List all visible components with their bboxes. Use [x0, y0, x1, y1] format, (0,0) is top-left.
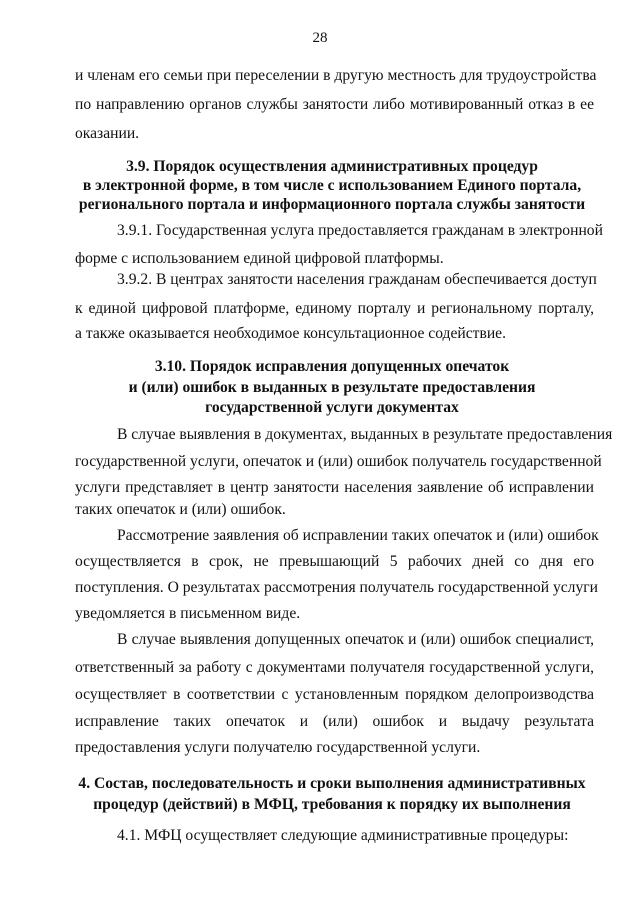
- paragraph-line: уведомляется в письменном виде.: [75, 605, 301, 622]
- paragraph-line: исправление таких опечаток и (или) ошибок и выдачу результата: [75, 713, 594, 730]
- section-heading-3-9: 3.9. Порядок осуществления административных процедур: [126, 158, 538, 175]
- paragraph-line: 3.9.1. Государственная услуга предоставляется гражданам в электронной: [117, 222, 603, 239]
- paragraph-line: а также оказывается необходимое консультационное содействие.: [75, 325, 507, 342]
- paragraph-line: осуществляется в срок, не превышающий 5 рабочих дней со дня его: [75, 553, 594, 570]
- paragraph-line: В случае выявления допущенных опечаток и (или) ошибок специалист,: [117, 631, 594, 648]
- section-heading-3-10: государственной услуги документах: [205, 399, 459, 416]
- paragraph-line: таких опечаток и (или) ошибок.: [75, 501, 286, 518]
- paragraph-line: 4.1. МФЦ осуществляет следующие административные процедуры:: [117, 827, 569, 844]
- section-heading-3-9: регионального портала и информационного портала службы занятости: [78, 196, 586, 213]
- page-number: 28: [312, 30, 328, 46]
- paragraph-line: ответственный за работу с документами получателя государственной услуги,: [75, 659, 594, 676]
- section-heading-3-10: 3.10. Порядок исправления допущенных опечаток: [154, 358, 510, 375]
- paragraph-line: и членам его семьи при переселении в другую местность для трудоустройства: [75, 67, 597, 84]
- paragraph-line: В случае выявления в документах, выданных в результате предоставления: [117, 426, 613, 443]
- section-heading-3-9: в электронной форме, в том числе с использованием Единого портала,: [82, 177, 582, 194]
- paragraph-line: государственной услуги, опечаток и (или) ошибок получатель государственной: [75, 453, 602, 470]
- paragraph-line: осуществляет в соответствии с установленным порядком делопроизводства: [75, 686, 594, 703]
- paragraph-line: предоставления услуги получателю государственной услуги.: [75, 739, 481, 756]
- paragraph-line: 3.9.2. В центрах занятости населения гражданам обеспечивается доступ: [117, 271, 597, 288]
- paragraph-line: поступления. О результатах рассмотрения получатель государственной услуги: [75, 579, 598, 596]
- paragraph-line: к единой цифровой платформе, единому порталу и региональному порталу,: [75, 300, 594, 317]
- paragraph-line: форме с использованием единой цифровой платформы.: [75, 250, 444, 267]
- paragraph-line: Рассмотрение заявления об исправлении таких опечаток и (или) ошибок: [117, 527, 599, 544]
- section-heading-4: процедур (действий) в МФЦ, требования к порядку их выполнения: [93, 796, 571, 813]
- section-heading-3-10: и (или) ошибок в выданных в результате предоставления: [128, 379, 536, 396]
- paragraph-line: услуги представляет в центр занятости населения заявление об исправлении: [75, 479, 594, 496]
- section-heading-4: 4. Состав, последовательность и сроки выполнения административных: [78, 775, 586, 792]
- paragraph-line: оказании.: [75, 125, 140, 142]
- paragraph-line: по направлению органов службы занятости либо мотивированный отказ в ее: [75, 96, 594, 113]
